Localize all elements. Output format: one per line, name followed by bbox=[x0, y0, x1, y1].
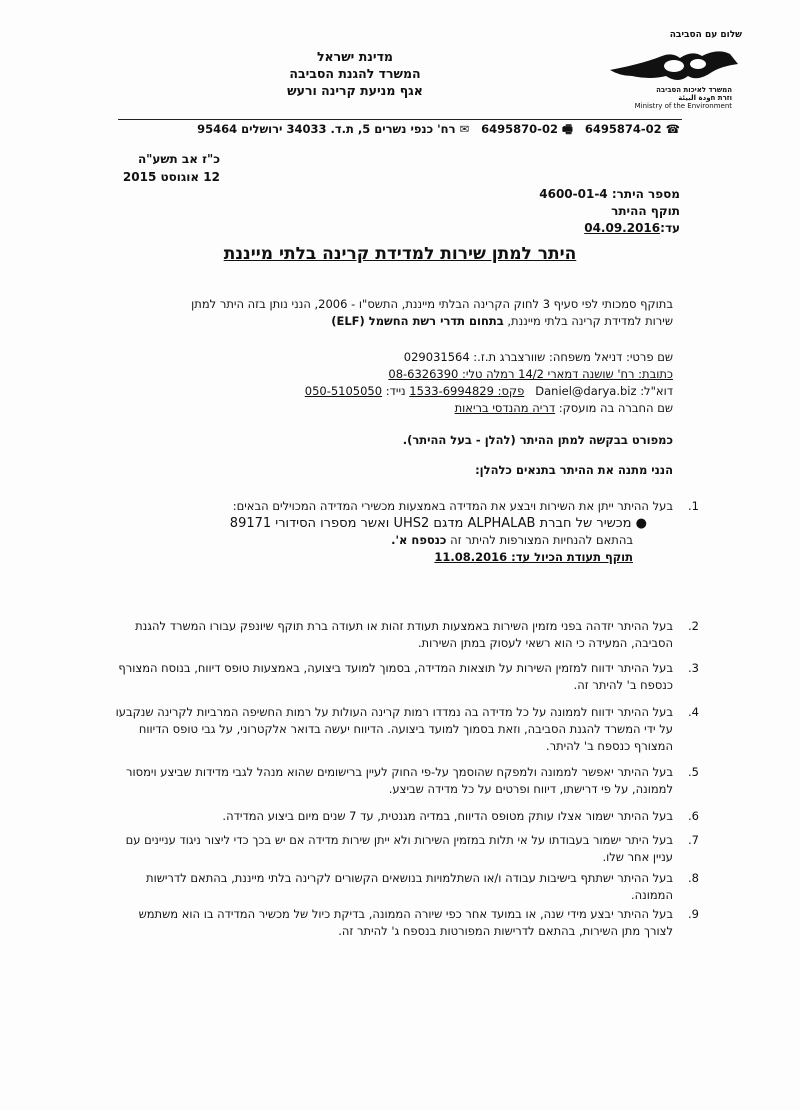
header-division: אגף מניעת קרינה ורעש bbox=[287, 83, 423, 98]
annex-note: בהתאם להנחיות המצורפות להיתר זה bbox=[450, 533, 633, 547]
item-number: 9. bbox=[688, 907, 699, 921]
logo-slogan: שלום עם הסביבה bbox=[669, 30, 742, 40]
email-label: דוא"ל: bbox=[640, 384, 673, 398]
holder-company: דריה מהנדסי בריאות bbox=[454, 401, 556, 415]
item-number: 6. bbox=[688, 809, 699, 823]
holder-name: שם פרטי: דניאל משפחה: שוורצברג ת.ז.: 029031564 bbox=[403, 350, 673, 364]
globe-logo-icon bbox=[602, 42, 742, 88]
hebrew-date: כ"ז אב תשע"ה bbox=[137, 152, 220, 166]
item-text: בעל ההיתר ישתתף בישיבות עבודה ו/או השתלמויות בנושאים הקשורים לקרינה בלתי מייננת, בהתאם לדרישות הממונה. bbox=[146, 871, 673, 902]
condition-item bbox=[113, 618, 699, 652]
header-state: מדינת ישראל bbox=[317, 49, 393, 64]
condition-item-1 bbox=[113, 498, 699, 566]
condition-item bbox=[113, 704, 699, 755]
item-text: בעל ההיתר יזדהה בפני מזמין השירות באמצעות תעודת זהות או תעודה ברת תוקף שיונפק עבורו המשרד להגנת הסביבה, המעידה כי הוא רשאי לעסוק במתן השירות. bbox=[135, 619, 673, 650]
phone-icon: ☎ bbox=[665, 122, 680, 136]
item-text: בעל ההיתר ישמור אצלו עותק מטופס הדיווח, במדיה מגנטית, עד 7 שנים מיום ביצוע המדידה. bbox=[222, 809, 673, 823]
intro-line2: שירות למדידת קרינה בלתי מייננת, bbox=[507, 314, 673, 328]
item-text: בעל ההיתר יבצע מידי שנה, או במועד אחר כפי שיורה הממונה, בדיקת כיול של מכשיר המדידה בו הוא משתמש לצורך מתן השירות, בהתאם לדרישות המפורטות בנספח ג' להיתר זה. bbox=[138, 907, 673, 938]
item-text: בעל ההיתר ייתן את השירות ויבצע את המדידה באמצעות מכשירי המדידה המכוילים הבאים: bbox=[232, 499, 673, 513]
condition-item bbox=[113, 906, 699, 940]
holder-details bbox=[113, 349, 673, 417]
item-number: 5. bbox=[688, 765, 699, 779]
page-title: היתר למתן שירות למדידת קרינה בלתי מייננת bbox=[223, 244, 577, 264]
holder-fax: פקס: 1533-6994829 bbox=[409, 384, 525, 398]
calibration-label: תוקף תעודת הכיול עד: bbox=[511, 550, 633, 564]
permit-info bbox=[520, 186, 680, 237]
postal-address: רח' כנפי נשרים 5, ת.ד. 34033 ירושלים 95464 bbox=[197, 122, 456, 136]
intro-line1: בתוקף סמכותי לפי סעיף 3 לחוק הקרינה הבלתי מייננת, התשס"ו - 2006, הנני נותן בזה היתר למתן bbox=[191, 297, 673, 311]
ministry-logo bbox=[602, 30, 742, 110]
item-number: 1. bbox=[688, 499, 699, 513]
item-text: בעל ההיתר ידווח לממונה על כל מדידה בה נמדדו רמות קרינה העולות על רמות החשיפה המרביות לקרינה שנקבעו על ידי המשרד להגנת הסביבה, וזאת בסמוך למועד ביצועה. הדיווח יעשה בדואר אלקטרוני, על גבי טופס הדיווח המצורף כנספח ב' להיתר. bbox=[115, 705, 673, 753]
header-ministry: המשרד להגנת הסביבה bbox=[289, 66, 421, 81]
conditions-heading: הנני מתנה את ההיתר בתנאים כלהלן: bbox=[475, 463, 673, 477]
calibration-date: 11.08.2016 bbox=[434, 550, 508, 564]
item-number: 8. bbox=[688, 871, 699, 885]
condition-item bbox=[113, 764, 699, 798]
item-number: 2. bbox=[688, 619, 699, 633]
device-line: מכשיר של חברת ALPHALAB מדגם UHS2 ואשר מספרו הסידורי 89171 bbox=[229, 516, 632, 531]
company-label: שם החברה בה מועסק: bbox=[558, 401, 673, 415]
logo-caption-ar: וזרת חودة البيئة bbox=[678, 94, 732, 102]
item-text: בעל היתר ישמור בעבודתו על אי תלות במזמין השירות ולא ייתן שירות מדידה אם יש בכך כדי ליצור ניגוד עניינים עם עניין אחר שלו. bbox=[125, 833, 673, 864]
item-number: 4. bbox=[688, 705, 699, 719]
holder-address: כתובת: רח' שושנה דמארי 14/2 רמלה טלי: 08-6326390 bbox=[388, 367, 673, 381]
fax-icon: 🖷 bbox=[561, 122, 573, 136]
holder-email: Daniel@darya.biz bbox=[535, 384, 637, 398]
condition-item bbox=[113, 832, 699, 866]
contact-line bbox=[197, 122, 680, 141]
intro-paragraph bbox=[113, 296, 673, 330]
permit-number: 4600-01-4 bbox=[539, 187, 608, 201]
mobile-label: נייד: bbox=[385, 384, 406, 398]
phone-number: 6495874-02 bbox=[584, 122, 662, 136]
permit-validity-label: תוקף ההיתר עד: bbox=[611, 204, 680, 235]
logo-caption-en: Ministry of the Environment bbox=[634, 102, 732, 110]
condition-item bbox=[113, 808, 699, 825]
item-text: בעל ההיתר ידווח למזמין השירות על תוצאות המדידה, בסמוך למועד ביצועה, באמצעות טופס דיווח, בנוסח המצורף כנספח ב' להיתר זה. bbox=[118, 661, 673, 692]
header-rule bbox=[118, 119, 682, 120]
item-number: 3. bbox=[688, 661, 699, 675]
condition-item bbox=[113, 870, 699, 904]
item-number: 7. bbox=[688, 833, 699, 847]
annex-a-ref: כנספח א'. bbox=[391, 533, 447, 547]
ministry-header bbox=[255, 48, 455, 99]
logo-caption-he: המשרד לאיכות הסביבה bbox=[656, 86, 732, 94]
fax-number: 6495870-02 bbox=[481, 122, 558, 136]
permit-validity: 04.09.2016 bbox=[584, 221, 661, 235]
holder-mobile: 050-5105050 bbox=[304, 384, 383, 398]
item-text: בעל ההיתר יאפשר לממונה ולמפקח שהוסמך על-פי החוק לעיין ברישומים שהוא מנהל לגבי מדידות שביצע וימסור לממונה, על פי דרישתו, דיווח ופרטים על כל מדידה שביצע. bbox=[126, 765, 673, 796]
intro-frequency: בתחום תדרי רשת החשמל (ELF) bbox=[331, 314, 504, 328]
condition-item bbox=[113, 660, 699, 694]
applicant-line: כמפורט בבקשה למתן ההיתר (להלן - בעל ההיתר). bbox=[402, 433, 673, 447]
bullet-icon: ● bbox=[635, 516, 647, 531]
permit-number-label: מספר היתר: bbox=[611, 187, 680, 201]
gregorian-date: 12 אוגוסט 2015 bbox=[122, 170, 220, 184]
document-date bbox=[100, 150, 220, 186]
mail-icon: ✉ bbox=[459, 122, 470, 136]
